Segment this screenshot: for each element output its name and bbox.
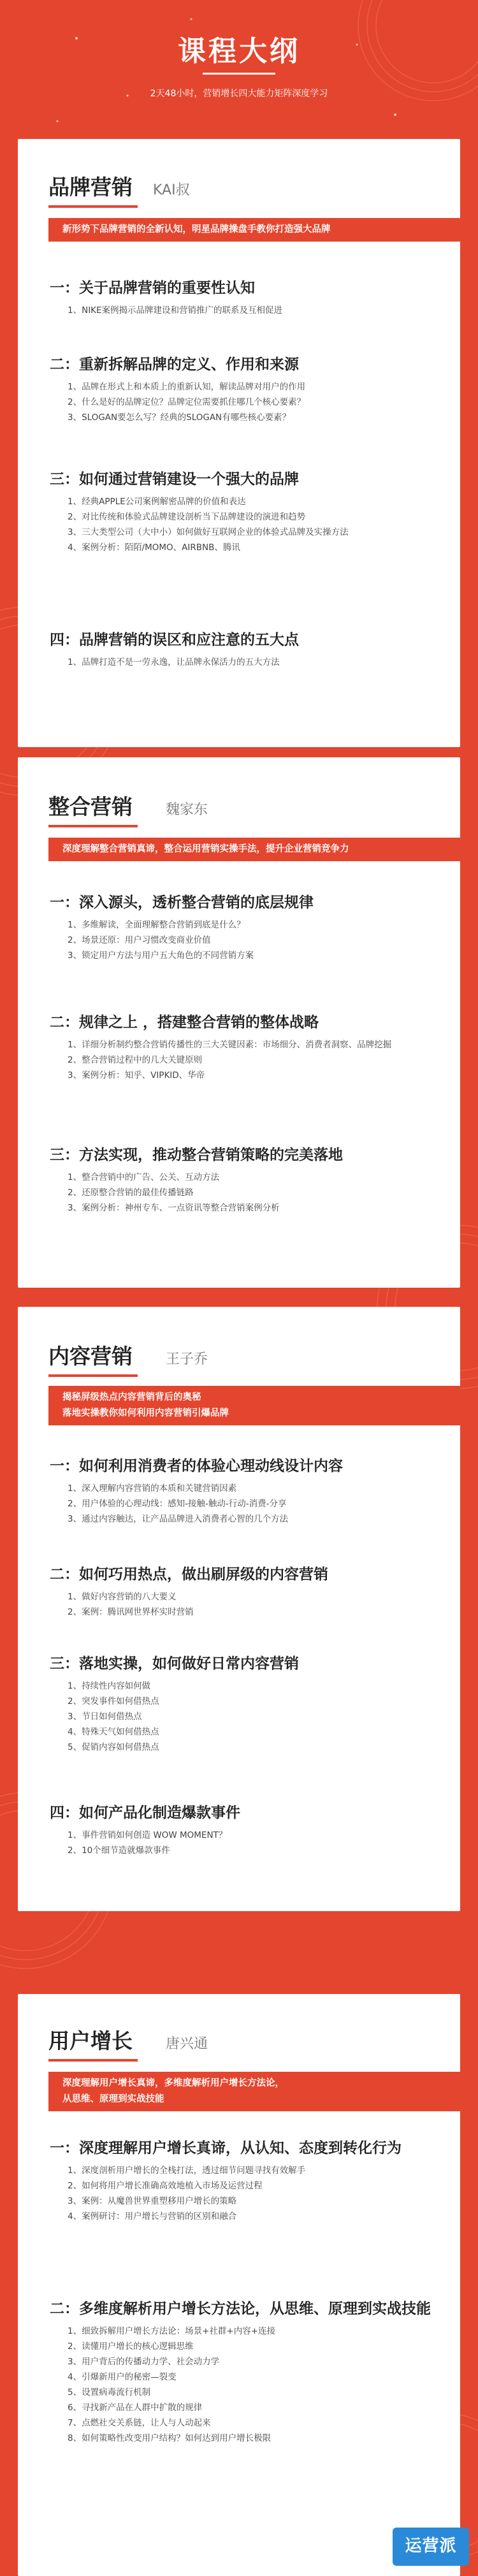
section-number: 三： [50,1655,79,1672]
tagline-line: 新形势下品牌营销的全新认知，明星品牌操盘手教你打造强大品牌 [62,224,331,235]
list-item: 2、场景还原：用户习惯改变商业价值 [68,935,211,945]
card-author: 王子乔 [166,1351,208,1367]
list-item: 3、案例分析：神州专车、一点资讯等整合营销案例分析 [68,1203,280,1213]
list-item: 3、通过内容触达，让产品品牌进入消费者心智的几个方法 [68,1514,289,1524]
section-title [50,354,445,375]
section-title-text: 深入源头，透析整合营销的底层规律 [79,894,314,911]
section [50,1654,445,1755]
section-number: 一： [50,1458,79,1474]
section-number: 二： [50,356,79,373]
brand-logo: 运营派 [393,2528,469,2566]
list-item: 1、整合营销中的广告、公关、互动方法 [68,1172,220,1182]
list-item: 2、案例：腾讯网世界杯实时营销 [68,1607,194,1617]
section [50,630,445,670]
section-title [50,2138,445,2159]
section-number: 一： [50,2140,79,2157]
page-header [0,0,478,134]
section-title-text: 品牌营销的误区和应注意的五大点 [79,632,299,648]
card-tagline-band [48,2072,460,2111]
card-title: 内容营销 [48,1344,133,1369]
list-item: 1、NIKE案例揭示品牌建设和营销推广的联系及互相促进 [68,305,283,316]
section [50,1803,445,1858]
tagline-line: 从思维、原理到实战技能 [62,2094,164,2104]
section-title [50,2299,445,2320]
list-item: 3、三大类型公司（大中小）如何做好互联网企业的体验式品牌及实操方法 [68,527,349,537]
section [50,278,445,318]
card-tagline-band [48,1386,460,1425]
section [50,354,445,425]
section-title-text: 重新拆解品牌的定义、作用和来源 [79,356,299,373]
section [50,469,445,555]
list-item: 2、读懂用户增长的核心逻辑思维 [68,2341,194,2352]
section-title-text: 落地实操，如何做好日常内容营销 [79,1655,299,1672]
section-number: 四： [50,1805,79,1821]
tagline-line: 落地实操教你如何利用内容营销引爆品牌 [62,1408,229,1418]
tagline-line: 深度理解用户增长真谛，多维度解析用户增长方法论， [62,2078,284,2088]
section-title-text: 关于品牌营销的重要性认知 [79,280,255,296]
list-item: 2、什么是好的品牌定位？品牌定位需要抓住哪几个核心要素？ [68,397,306,407]
section-title [50,1145,445,1166]
section-title-text: 如何通过营销建设一个强大的品牌 [79,471,299,488]
list-item: 2、对比传统和体验式品牌建设剖析当下品牌建设的演进和趋势 [68,512,306,522]
list-item: 3、案例：从魔兽世界重塑移用户增长的策略 [68,2196,237,2206]
section-number: 二： [50,1566,79,1583]
section [50,1012,445,1083]
section-title [50,1564,445,1585]
list-item: 3、节日如何借热点 [68,1712,142,1722]
list-item: 3、SLOGAN要怎么写？经典的SLOGAN有哪些核心要素？ [68,412,291,423]
tagline-line: 深度理解整合营销真谛，整合运用营销实操手法，提升企业营销竞争力 [62,844,349,854]
list-item: 2、突发事件如何借热点 [68,1696,159,1706]
section-number: 三： [50,1147,79,1163]
card-author: KAI叔 [153,182,190,198]
tagline-line: 揭秘屏级热点内容营销背后的奥秘 [62,1392,201,1402]
section-title [50,1456,445,1477]
list-item: 1、品牌在形式上和本质上的重新认知，解读品牌对用户的作用 [68,382,306,392]
list-item: 1、多维解读，全面理解整合营销到底是什么？ [68,920,245,930]
section-title-text: 方法实现，推动整合营销策略的完美落地 [79,1147,343,1163]
section [50,2138,445,2224]
list-item: 1、品牌打造不是一劳永逸，让品牌永保活力的五大方法 [68,657,280,667]
list-item: 1、持续性内容如何做 [68,1681,151,1691]
section-number: 一： [50,894,79,911]
list-item: 4、引爆新用户的秘密—裂变 [68,2372,177,2382]
title-underline [48,1374,138,1377]
title-divider [203,73,275,75]
card-author: 唐兴通 [166,2036,208,2052]
list-item: 8、如何策略性改变用户结构？如何达到用户增长极限 [68,2433,272,2443]
section-title [50,892,445,913]
section [50,2299,445,2446]
list-item: 4、案例研讨：用户增长与营销的区别和融合 [68,2211,237,2222]
course-card-integrated-marketing [18,757,460,1288]
section-number: 三： [50,471,79,488]
title-underline [48,205,138,208]
list-item: 1、深入理解内容营销的本质和关键营销因素 [68,1483,237,1494]
card-tagline-band [48,838,460,861]
list-item: 4、特殊天气如何借热点 [68,1727,159,1737]
course-card-user-growth [18,1994,460,2576]
list-item: 1、详细分析制约整合营销传播性的三大关键因素：市场细分、消费者洞察、品牌挖掘 [68,1040,392,1050]
section [50,892,445,963]
list-item: 4、案例分析：陌陌/MOMO、AIRBNB、腾讯 [68,542,240,553]
section-title [50,278,445,299]
section-number: 一： [50,280,79,296]
card-tagline-band [48,218,460,242]
section [50,1564,445,1620]
page-title: 课程大纲 [178,35,300,68]
section-title [50,1803,445,1824]
list-item: 1、深度剖析用户增长的全栈打法，透过细节问题寻找有效解手 [68,2165,306,2176]
list-item: 1、细致拆解用户增长方法论：场景+社群+内容+连接 [68,2326,276,2336]
section-title [50,1012,445,1033]
list-item: 3、案例分析：知乎、VIPKID、华帝 [68,1070,205,1081]
section [50,1456,445,1527]
section-title [50,630,445,651]
course-card-brand-marketing [18,139,460,747]
list-item: 6、寻找新产品在人群中扩散的规律 [68,2403,203,2413]
title-underline [48,2059,138,2062]
section [50,1145,445,1216]
section-title-text: 如何巧用热点，做出刷屏级的内容营销 [79,1566,328,1583]
list-item: 3、用户背后的传播动力学、社会动力学 [68,2357,220,2367]
list-item: 5、设置病毒流行机制 [68,2387,151,2398]
list-item: 2、用户体验的心理动线：感知-接触-触动-行动-消费-分享 [68,1499,287,1509]
list-item: 2、整合营销过程中的几大关键原则 [68,1055,203,1065]
section-number: 二： [50,1014,79,1031]
course-card-content-marketing [18,1307,460,1911]
card-title: 用户增长 [48,2028,133,2053]
page-subtitle: 2天48小时，营销增长四大能力矩阵深度学习 [150,89,328,99]
card-title: 整合营销 [48,794,133,819]
section-title-text: 如何利用消费者的体验心理动线设计内容 [79,1458,343,1474]
list-item: 1、事件营销如何创造 WOW MOMENT？ [68,1830,228,1840]
list-item: 2、10个细节造就爆款事件 [68,1845,170,1856]
list-item: 1、做好内容营销的八大要义 [68,1592,177,1602]
list-item: 2、还原整合营销的最佳传播链路 [68,1188,194,1198]
list-item: 1、经典APPLE公司案例解密品牌的价值和表达 [68,497,246,507]
list-item: 5、促销内容如何借热点 [68,1742,159,1752]
section-title-text: 多维度解析用户增长方法论，从思维、原理到实战技能 [79,2301,431,2317]
section-title [50,1654,445,1675]
section-title-text: 如何产品化制造爆款事件 [79,1805,240,1821]
section-title-text: 规律之上 ，搭建整合营销的整体战略 [79,1014,319,1031]
section-number: 四： [50,632,79,648]
list-item: 3、锁定用户方法与用户五大角色的不同营销方案 [68,950,254,961]
card-title: 品牌营销 [48,175,133,200]
section-title-text: 深度理解用户增长真谛，从认知、态度到转化行为 [79,2140,402,2157]
title-underline [48,825,138,827]
card-author: 魏家东 [166,802,208,818]
section-number: 二： [50,2301,79,2317]
list-item: 7、点燃社交关系链，让人与人动起来 [68,2418,211,2428]
list-item: 2、如何将用户增长准确高效地植入市场及运营过程 [68,2181,263,2191]
section-title [50,469,445,490]
